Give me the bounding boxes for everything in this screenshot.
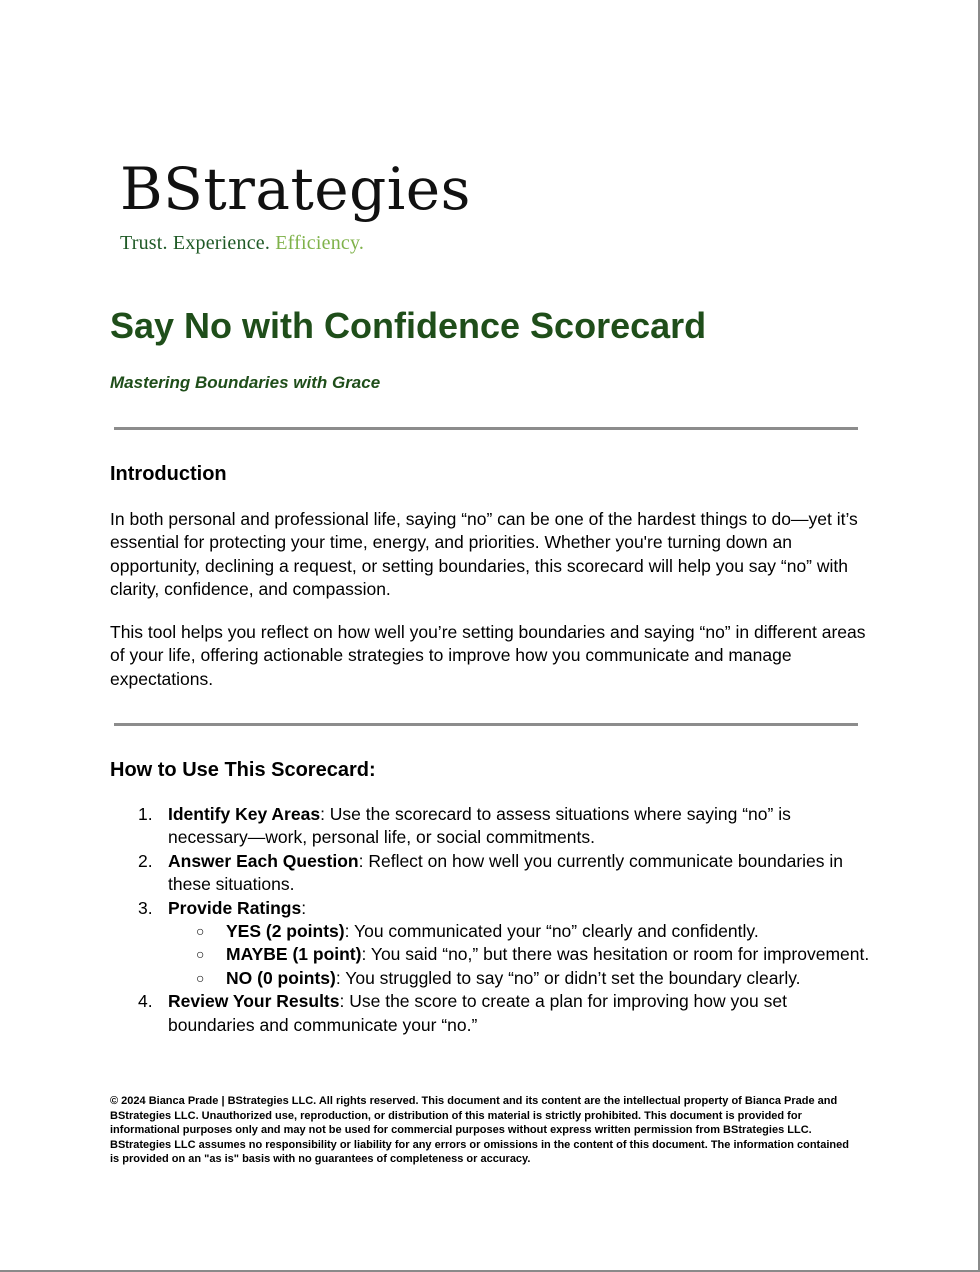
step-number: 3. bbox=[138, 897, 153, 918]
rating-text: : You communicated your “no” clearly and confidently. bbox=[344, 921, 759, 942]
logo-tagline-part1: Trust. Experience. bbox=[120, 232, 276, 254]
rating-label: MAYBE (1 point) bbox=[226, 944, 362, 965]
step-number: 2. bbox=[138, 850, 153, 871]
rating-item bbox=[168, 943, 870, 966]
step-item bbox=[110, 850, 870, 897]
step-title: Provide Ratings bbox=[168, 897, 302, 918]
introduction-heading: Introduction bbox=[110, 463, 227, 485]
logo-tagline bbox=[120, 232, 471, 255]
logo-wordmark: BStrategies bbox=[120, 155, 471, 223]
logo-tagline-part2: Efficiency. bbox=[275, 232, 365, 254]
company-logo bbox=[120, 155, 471, 255]
how-to-steps-list bbox=[110, 803, 870, 1037]
step-number: 4. bbox=[138, 991, 153, 1012]
step-text: : Use the score to create a plan for improving how you set boundaries and communicate your “no.” bbox=[168, 991, 787, 1035]
rating-item bbox=[168, 920, 870, 943]
copyright-footer: © 2024 Bianca Prade | BStrategies LLC. All rights reserved. This document and its content are the intellectual property of Bianca Prade and BStrategies LLC. Unauthorized use, reproduction, or distribution of this material is strictly prohibited. This document is provided for informational purposes only and may not be used for commercial purposes without express written permission from BStrategies LLC. BStrategies LLC assumes no responsibility or liability for any errors or omissions in the content of this document. The information contained is provided on an "as is" basis with no guarantees of completeness or accuracy. bbox=[110, 1095, 849, 1166]
step-text: : bbox=[301, 897, 307, 918]
step-number: 1. bbox=[138, 804, 153, 824]
rating-text: : You said “no,” but there was hesitation or room for improvement. bbox=[361, 944, 870, 965]
step-item bbox=[110, 897, 870, 991]
step-item bbox=[110, 990, 870, 1037]
rating-label: YES (2 points) bbox=[226, 921, 345, 942]
circle-bullet-icon: ○ bbox=[196, 969, 205, 986]
step-title: Review Your Results bbox=[168, 991, 340, 1012]
page-subtitle: Mastering Boundaries with Grace bbox=[110, 373, 381, 392]
circle-bullet-icon: ○ bbox=[196, 923, 205, 940]
rating-item bbox=[168, 967, 870, 990]
step-item bbox=[110, 803, 870, 850]
divider-middle bbox=[114, 723, 858, 726]
step-text: : Use the scorecard to assess situations where saying “no” is necessary—work, personal life, or social commitments. bbox=[168, 804, 791, 848]
step-title: Answer Each Question bbox=[168, 850, 359, 871]
introduction-paragraph-1: In both personal and professional life, saying “no” can be one of the hardest things to do—yet it’s essential for protecting your time, energy, and priorities. Whether you're turning down an opportunity, declining a request, or setting boundaries, this scorecard will help you say “no” with clarity, confidence, and compassion. bbox=[110, 509, 858, 600]
introduction-paragraph-2: This tool helps you reflect on how well you’re setting boundaries and saying “no” in different areas of your life, offering actionable strategies to improve how you communicate and manage expectations. bbox=[110, 622, 866, 689]
step-title: Identify Key Areas bbox=[168, 804, 321, 824]
circle-bullet-icon: ○ bbox=[196, 946, 205, 963]
page-title: Say No with Confidence Scorecard bbox=[110, 305, 707, 346]
rating-label: NO (0 points) bbox=[226, 967, 336, 988]
rating-text: : You struggled to say “no” or didn’t set the boundary clearly. bbox=[335, 967, 801, 988]
divider-top bbox=[114, 427, 858, 430]
how-to-heading: How to Use This Scorecard: bbox=[110, 759, 376, 781]
step-text: : Reflect on how well you currently communicate boundaries in these situations. bbox=[168, 850, 844, 895]
ratings-list bbox=[168, 920, 870, 990]
